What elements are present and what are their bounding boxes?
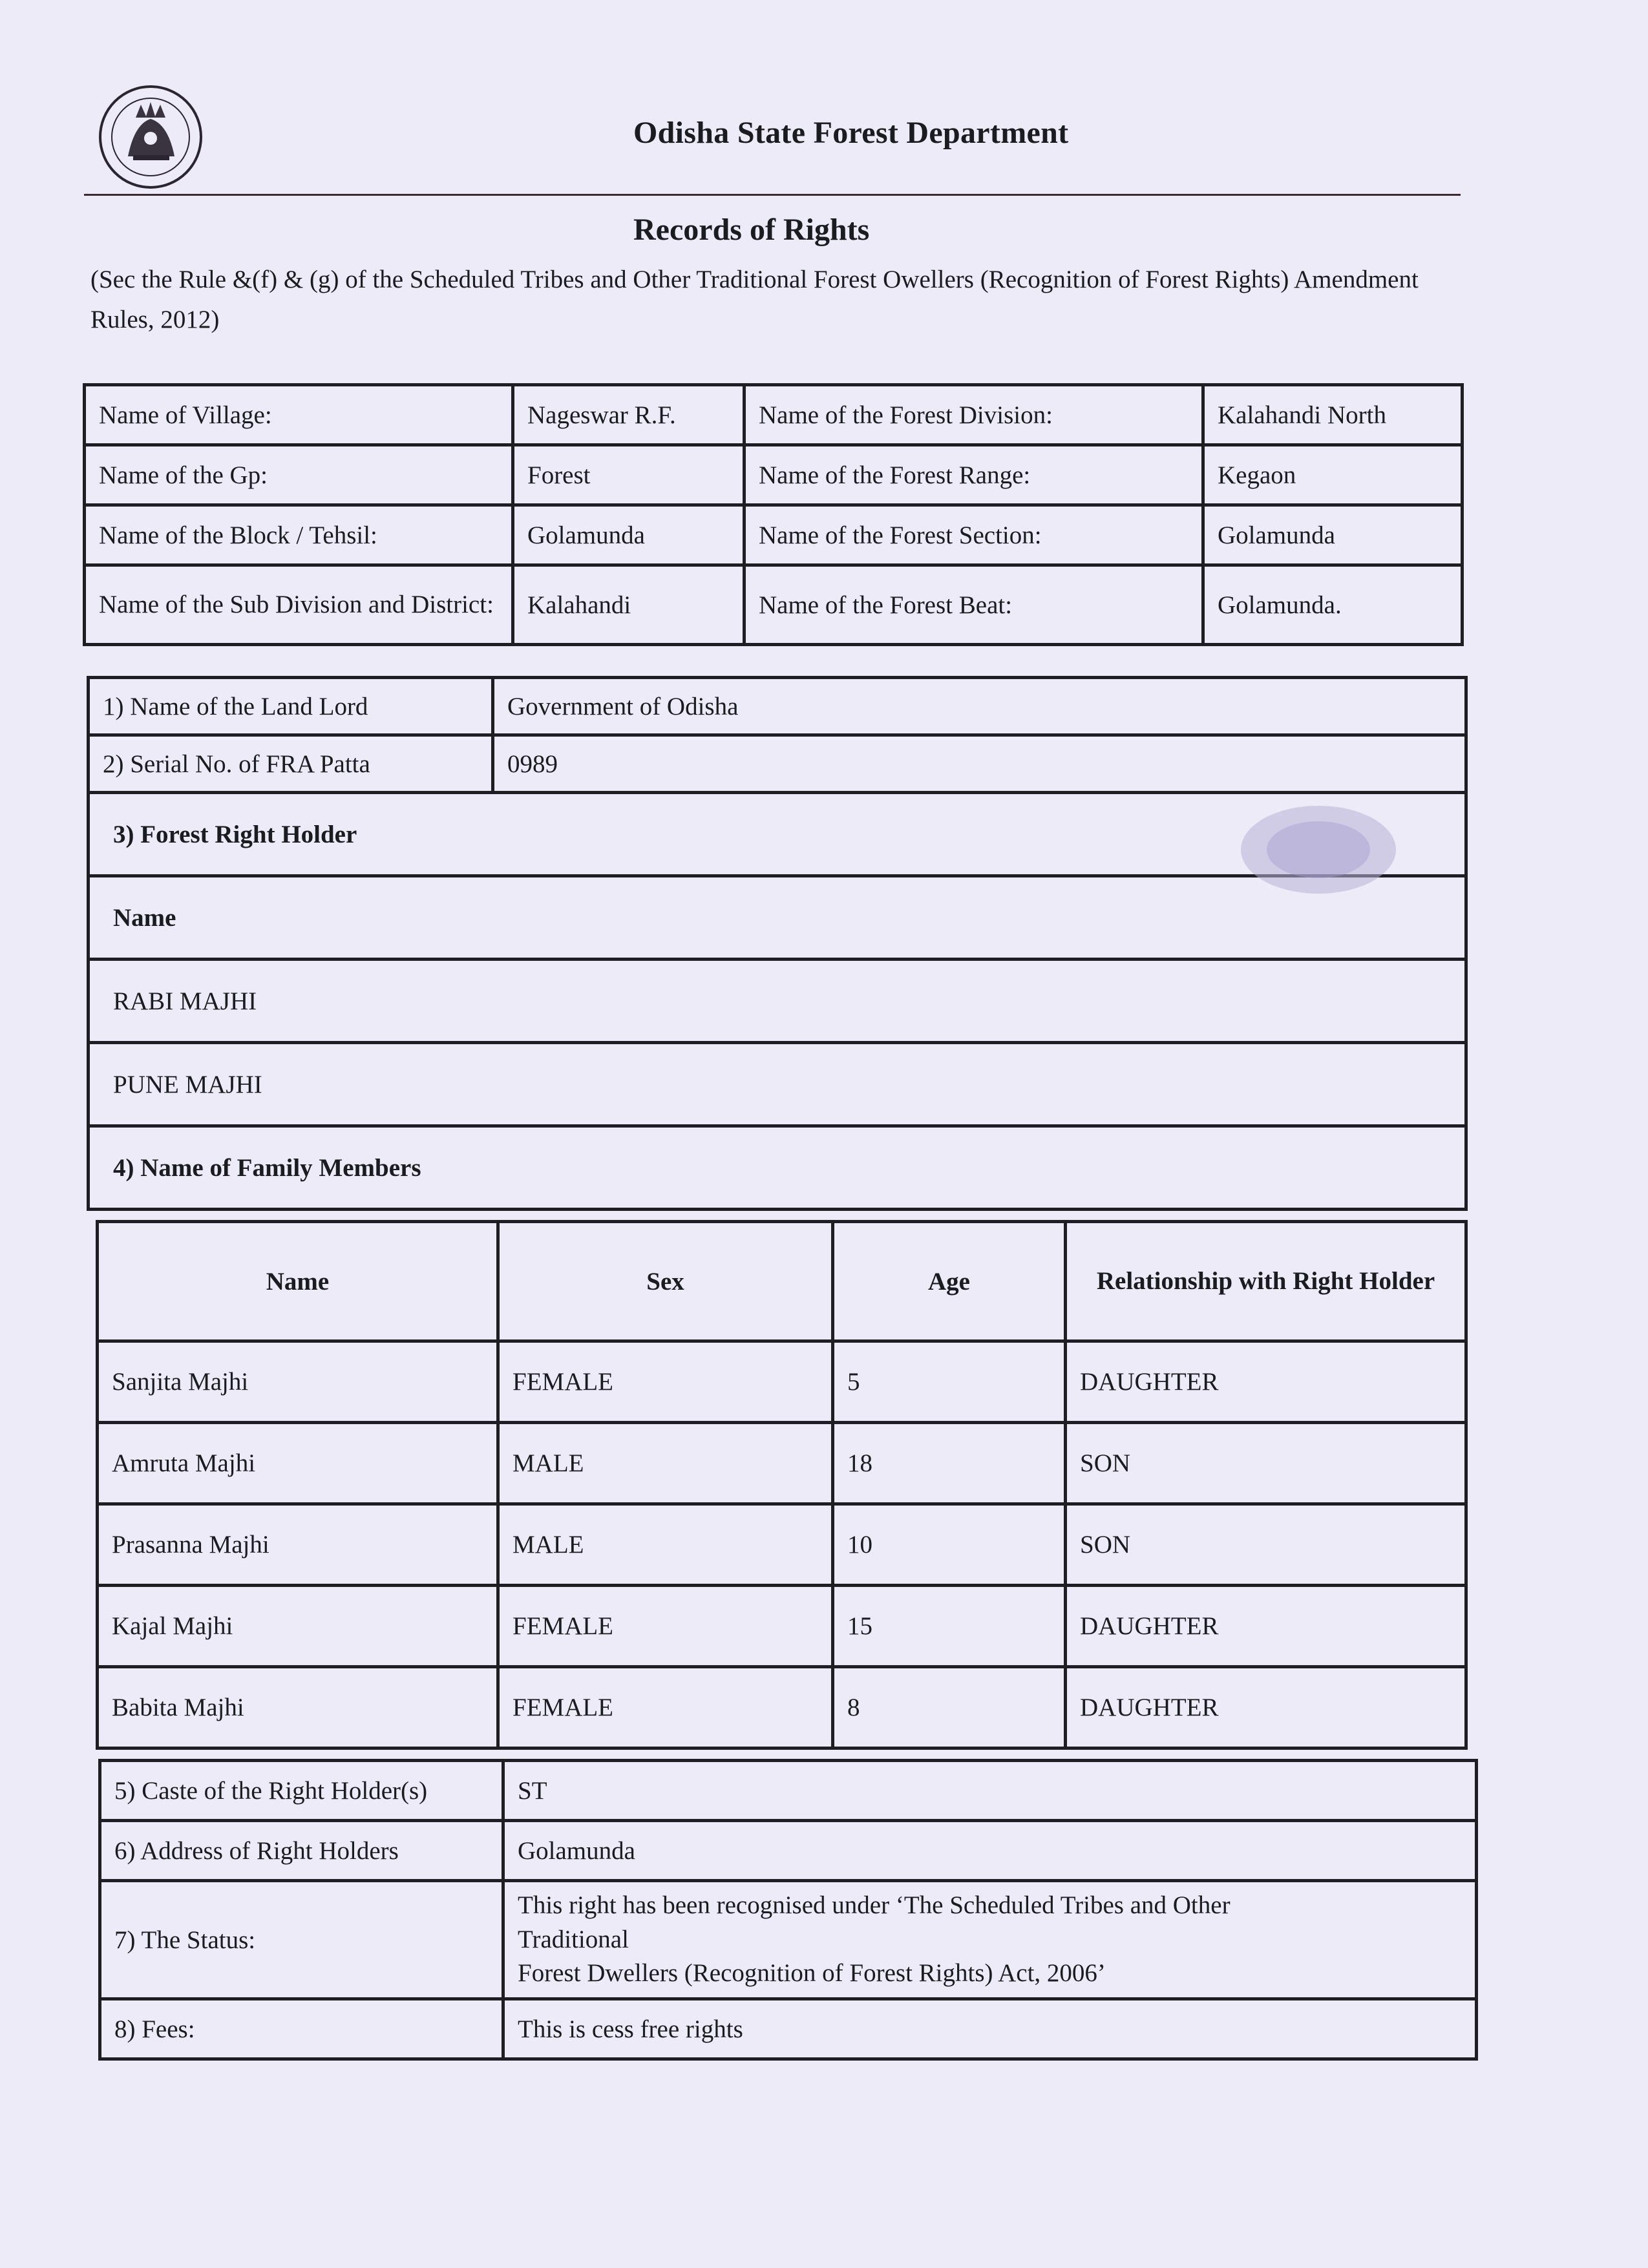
member-relationship: DAUGHTER	[1066, 1667, 1466, 1748]
member-sex: MALE	[498, 1504, 833, 1586]
member-sex: FEMALE	[498, 1586, 833, 1667]
table-row	[89, 678, 1466, 735]
member-name: Amruta Majhi	[98, 1423, 498, 1504]
member-age: 10	[833, 1504, 1066, 1586]
member-name: Prasanna Majhi	[98, 1504, 498, 1586]
family-members-table	[96, 1220, 1468, 1750]
location-table	[83, 383, 1464, 646]
caste-label: 5) Caste of the Right Holder(s)	[100, 1761, 503, 1821]
table-row	[85, 565, 1463, 645]
right-holder-heading: 3) Forest Right Holder	[89, 793, 1466, 876]
caste-value: ST	[503, 1761, 1477, 1821]
right-holder-name: PUNE MAJHI	[89, 1043, 1466, 1126]
address-value: Golamunda	[503, 1821, 1477, 1881]
gp-value: Forest	[513, 445, 745, 505]
status-line: Forest Dwellers (Recognition of Forest Rights) Act, 2006’	[518, 1959, 1106, 1988]
forest-beat-label: Name of the Forest Beat:	[745, 565, 1203, 645]
member-name: Babita Majhi	[98, 1667, 498, 1748]
table-row	[100, 1761, 1477, 1821]
member-relationship: DAUGHTER	[1066, 1586, 1466, 1667]
column-header-name: Name	[98, 1222, 498, 1341]
right-holder-name-header: Name	[89, 876, 1466, 960]
department-title: Odisha State Forest Department	[633, 116, 1069, 150]
rights-table	[87, 676, 1468, 1211]
forest-division-value: Kalahandi North	[1203, 385, 1463, 445]
document-title: Records of Rights	[633, 213, 870, 247]
rule-reference: (Sec the Rule &(f) & (g) of the Scheduled Tribes and Other Traditional Forest Owellers (Recognition of Forest Rights) Amendment Rules, 2012)	[90, 266, 1419, 334]
block-value: Golamunda	[513, 505, 745, 565]
sub-division-value: Kalahandi	[513, 565, 745, 645]
table-row	[100, 1821, 1477, 1881]
family-members-heading: 4) Name of Family Members	[89, 1126, 1466, 1210]
member-sex: MALE	[498, 1423, 833, 1504]
member-age: 5	[833, 1341, 1066, 1423]
land-lord-value: Government of Odisha	[493, 678, 1466, 735]
address-label: 6) Address of Right Holders	[100, 1821, 503, 1881]
status-line: This right has been recognised under ‘The Scheduled Tribes and Other	[518, 1891, 1231, 1920]
table-row	[89, 1126, 1466, 1210]
member-age: 18	[833, 1423, 1066, 1504]
patta-value: 0989	[493, 735, 1466, 793]
table-row	[98, 1504, 1466, 1586]
member-name: Kajal Majhi	[98, 1586, 498, 1667]
table-row	[98, 1423, 1466, 1504]
table-header-row	[98, 1222, 1466, 1341]
member-relationship: DAUGHTER	[1066, 1341, 1466, 1423]
table-row	[98, 1341, 1466, 1423]
table-row	[98, 1667, 1466, 1748]
forest-beat-value: Golamunda.	[1203, 565, 1463, 645]
village-value: Nageswar R.F.	[513, 385, 745, 445]
table-row	[85, 505, 1463, 565]
table-row	[89, 735, 1466, 793]
right-holder-name: RABI MAJHI	[89, 960, 1466, 1043]
member-relationship: SON	[1066, 1423, 1466, 1504]
land-lord-label: 1) Name of the Land Lord	[89, 678, 493, 735]
table-row	[100, 1881, 1477, 1999]
member-sex: FEMALE	[498, 1341, 833, 1423]
thumb-impression-icon	[1215, 795, 1428, 905]
column-header-age: Age	[833, 1222, 1066, 1341]
member-sex: FEMALE	[498, 1667, 833, 1748]
forest-range-label: Name of the Forest Range:	[745, 445, 1203, 505]
status-line: Traditional	[518, 1925, 629, 1953]
village-label: Name of Village:	[85, 385, 513, 445]
rights-details-table	[98, 1759, 1478, 2061]
table-row	[85, 445, 1463, 505]
member-name: Sanjita Majhi	[98, 1341, 498, 1423]
table-row	[85, 385, 1463, 445]
forest-section-value: Golamunda	[1203, 505, 1463, 565]
fees-value: This is cess free rights	[503, 1999, 1477, 2059]
forest-range-value: Kegaon	[1203, 445, 1463, 505]
table-row	[100, 1999, 1477, 2059]
sub-division-label: Name of the Sub Division and District:	[85, 565, 513, 645]
forest-division-label: Name of the Forest Division:	[745, 385, 1203, 445]
block-label: Name of the Block / Tehsil:	[85, 505, 513, 565]
forest-section-label: Name of the Forest Section:	[745, 505, 1203, 565]
gp-label: Name of the Gp:	[85, 445, 513, 505]
status-label: 7) The Status:	[100, 1881, 503, 1999]
status-value	[503, 1881, 1477, 1999]
patta-label: 2) Serial No. of FRA Patta	[89, 735, 493, 793]
column-header-relationship: Relationship with Right Holder	[1066, 1222, 1466, 1341]
header-divider	[84, 194, 1461, 196]
table-row	[89, 960, 1466, 1043]
fees-label: 8) Fees:	[100, 1999, 503, 2059]
member-age: 15	[833, 1586, 1066, 1667]
member-age: 8	[833, 1667, 1066, 1748]
odisha-emblem-icon	[96, 79, 206, 199]
member-relationship: SON	[1066, 1504, 1466, 1586]
table-row	[98, 1586, 1466, 1667]
column-header-sex: Sex	[498, 1222, 833, 1341]
table-row	[89, 1043, 1466, 1126]
